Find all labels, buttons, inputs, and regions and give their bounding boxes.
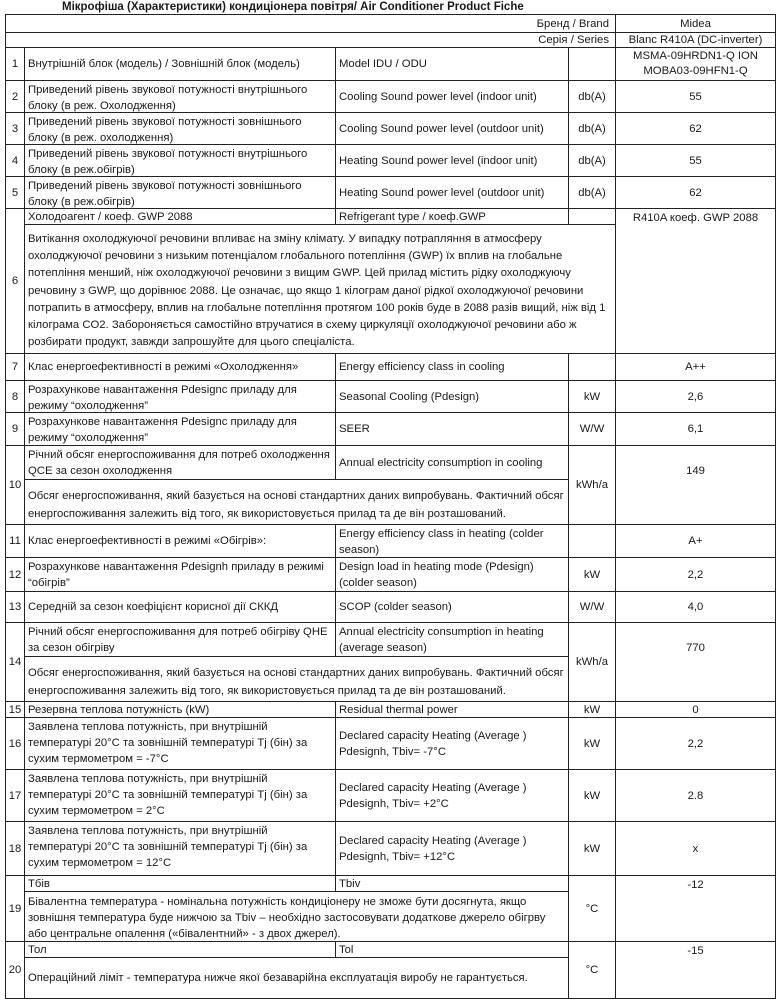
row-label-en: Refrigerant type / коеф.GWP [335, 208, 569, 225]
row-unit: W/W [568, 591, 616, 623]
row-number: 9 [5, 412, 25, 446]
row-label-ua: Клас енергоефективності в режимі «Обігрів»: [24, 524, 336, 558]
energy-note-heating: Обсяг енергоспоживання, який базується на основі стандартних даних випробувань. Фактичний обсяг енергоспоживання залежить від того, як використовується прилад та де він розташований. [24, 656, 569, 702]
row-label-en: Tbiv [335, 875, 569, 892]
row-label-ua: Розрахункове навантаження Pdesignc приладу для режиму “охолодження” [24, 412, 336, 446]
row-unit: kW [568, 821, 616, 876]
row-label-en: Residual thermal power [335, 701, 569, 718]
row-label-ua: Внутрішній блок (модель) / Зовнішній блок (модель) [24, 47, 336, 81]
row-label-ua: Розрахункове навантаження Pdesignc приладу для режиму “охолодження” [24, 380, 336, 413]
row-number: 4 [5, 144, 25, 177]
row-unit: kWh/a [568, 622, 616, 702]
row-value: 2,6 [615, 380, 776, 413]
row-value: 770 [615, 622, 776, 702]
row-value: 0 [615, 701, 776, 718]
row-label-ua: Приведений рівень звукової потужності зовнішнього блоку (в реж.обігрів) [24, 176, 336, 209]
row-label-ua: Річний обсяг енергоспоживання для потреб обігріву QHE за сезон обігріву [24, 622, 336, 657]
row-unit: kW [568, 557, 616, 592]
row-unit [568, 208, 616, 225]
row-label-en: Declared capacity Heating (Average ) Pdesignh, Tbiv= -7°C [335, 717, 569, 770]
row-label-ua: Заявлена теплова потужність, при внутрішній температурі 20°C та зовнішній температурі Tj (бін) за сухим термометром = 12°C [24, 821, 336, 876]
row-number: 3 [5, 112, 25, 145]
row-unit: db(A) [568, 176, 616, 209]
row-number: 7 [5, 353, 25, 381]
bivalent-note: Бівалентна температура - номінальна потужність кондиціонеру не зможе бути досягнута, якщо зовнішня температура буде нижчою за Tbiv – необхідно застосовувати додаткове джерело обігрву або центральне опалення («бівалентний» - з двох джерел). [24, 891, 569, 942]
refrigerant-note: Витікання охолоджуючої речовини впливає на зміну клімату. У випадку потрапляння в атмосферу охолоджуючої речовини з низьким потенціалом глобального потепління (GWP) їх вплив на глобальне потепління менший, ніж охолоджуючої речовини з вищим GWP. Цей прилад містить рідку охолоджуючу речовину з GWP, що дорівнює 2088. Це означає, що якщо 1 кілограм даної рідкої охолоджуючої речовини потрапить в атмосферу, вплив на глобальне потепління протягом 100 років буде в 2088 разів вищий, ніж від 1 кілограма CO2. Забороняється самостійно втручатися в схему циркуляції охолоджуючої речовини або ж розбирати продукт, завжди запрошуйте для цього спеціаліста. [24, 224, 616, 354]
row-label-en: Seasonal Cooling (Pdesign) [335, 380, 569, 413]
row-value: 2.8 [615, 769, 776, 822]
row-number: 17 [5, 769, 25, 822]
model-idu: MSMA-09HRDN1-Q ION [633, 50, 758, 62]
row-label-en: Cooling Sound power level (outdoor unit) [335, 112, 569, 145]
row-label-ua: Клас енергоефективності в режимі «Охолодження» [24, 353, 336, 381]
row-value: 149 [615, 445, 776, 525]
row-number: 15 [5, 701, 25, 718]
row-label-en: Annual electricity consumption in cooling [335, 445, 569, 480]
brand-label: Бренд / Brand [536, 17, 609, 30]
series-label-cell [5, 32, 616, 48]
energy-note-cooling: Обсяг енергоспоживання, який базується на основі стандартних даних випробувань. Фактичний обсяг енергоспоживання залежить від того, як використовується прилад та де він розташований. [24, 479, 569, 525]
row-value: 55 [615, 80, 776, 113]
brand-value: Midea [680, 17, 711, 30]
row-number: 20 [5, 941, 25, 999]
row-value: -15 [615, 941, 776, 999]
row-label-ua: Середній за сезон коефіцієнт корисної дії СККД [24, 591, 336, 623]
row-label-en: Cooling Sound power level (indoor unit) [335, 80, 569, 113]
row-number: 13 [5, 591, 25, 623]
row-value: A++ [615, 353, 776, 381]
row-unit: db(A) [568, 144, 616, 177]
row-unit: kW [568, 769, 616, 822]
brand-label-cell [5, 14, 616, 33]
row-label-en: Energy efficiency class in heating (colder season) [335, 524, 569, 558]
row-number: 18 [5, 821, 25, 876]
row-unit: °C [568, 875, 616, 942]
row-label-ua: Заявлена теплова потужність, при внутрішній температурі 20°C та зовнішній температурі Tj (бін) за сухим термометром = 2°C [24, 769, 336, 822]
row-value: 62 [615, 176, 776, 209]
series-label: Серія / Series [538, 34, 609, 46]
row-unit: kW [568, 701, 616, 718]
row-label-en: Heating Sound power level (outdoor unit) [335, 176, 569, 209]
operating-limit-note: Операційний ліміт - температура нижче якої безаварійна експлуатація виробу не гарантується. [24, 957, 569, 999]
row-value: 62 [615, 112, 776, 145]
row-number: 5 [5, 176, 25, 209]
row-label-en: Design load in heating mode (Pdesign) (colder season) [335, 557, 569, 592]
row-unit: db(A) [568, 80, 616, 113]
row-label-ua: Тбів [24, 875, 336, 892]
row-label-en: SEER [335, 412, 569, 446]
page-title: Мікрофіша (Характеристики) кондиціонера повітря/ Air Conditioner Product Fiche [62, 1, 524, 13]
series-value-cell [615, 32, 776, 48]
row-label-en: Tol [335, 941, 569, 958]
row-unit [568, 524, 616, 558]
row-unit: kWh/a [568, 445, 616, 525]
row-value-models [615, 47, 776, 81]
row-label-en: Declared capacity Heating (Average ) Pdesignh, Tbiv= +2°C [335, 769, 569, 822]
row-label-en: Model IDU / ODU [335, 47, 569, 81]
row-value: 6,1 [615, 412, 776, 446]
row-label-en: SCOP (colder season) [335, 591, 569, 623]
row-label-en: Energy efficiency class in cooling [335, 353, 569, 381]
row-value: R410A коеф. GWP 2088 [615, 208, 776, 354]
row-label-ua: Приведений рівень звукової потужності зовнішнього блоку (в реж. охолодження) [24, 112, 336, 145]
row-number: 2 [5, 80, 25, 113]
row-number: 12 [5, 557, 25, 592]
series-value: Blanc R410A (DC-inverter) [628, 34, 763, 46]
row-value: 2,2 [615, 717, 776, 770]
row-number: 11 [5, 524, 25, 558]
row-value: 55 [615, 144, 776, 177]
row-value: A+ [615, 524, 776, 558]
row-number: 14 [5, 622, 25, 702]
model-odu: MOBA03-09HFN1-Q [643, 65, 748, 77]
row-label-ua: Приведений рівень звукової потужності внутрішнього блоку (в реж.обігрів) [24, 144, 336, 177]
row-unit [568, 353, 616, 381]
row-unit: W/W [568, 412, 616, 446]
row-unit: db(A) [568, 112, 616, 145]
row-value: 2,2 [615, 557, 776, 592]
row-label-en: Annual electricity consumption in heating (average season) [335, 622, 569, 657]
row-unit: kW [568, 380, 616, 413]
row-label-en: Declared capacity Heating (Average ) Pdesignh, Tbiv= +12°C [335, 821, 569, 876]
row-value: -12 [615, 875, 776, 942]
row-number: 6 [5, 208, 25, 354]
row-number: 10 [5, 445, 25, 525]
row-label-en: Heating Sound power level (indoor unit) [335, 144, 569, 177]
row-unit: kW [568, 717, 616, 770]
row-unit [568, 47, 616, 81]
row-value: 4,0 [615, 591, 776, 623]
row-unit: °C [568, 941, 616, 999]
row-label-ua: Резервна теплова потужність (kW) [24, 701, 336, 718]
row-number: 1 [5, 47, 25, 81]
row-label-ua: Річний обсяг енергоспоживання для потреб охолодження QCE за сезон охолодження [24, 445, 336, 480]
row-label-ua: Розрахункове навантаження Pdesignh приладу в режимі “обігрів” [24, 557, 336, 592]
row-label-ua: Приведений рівень звукової потужності внутрішнього блоку (в реж. Охолодження) [24, 80, 336, 113]
row-label-ua: Холодоагент / коеф. GWP 2088 [24, 208, 336, 225]
row-number: 16 [5, 717, 25, 770]
row-number: 19 [5, 875, 25, 942]
row-number: 8 [5, 380, 25, 413]
row-value: x [615, 821, 776, 876]
row-label-ua: Тол [24, 941, 336, 958]
row-label-ua: Заявлена теплова потужність, при внутрішній температурі 20°C та зовнішній температурі Tj (бін) за сухим термометром = -7°C [24, 717, 336, 770]
brand-value-cell [615, 14, 776, 33]
